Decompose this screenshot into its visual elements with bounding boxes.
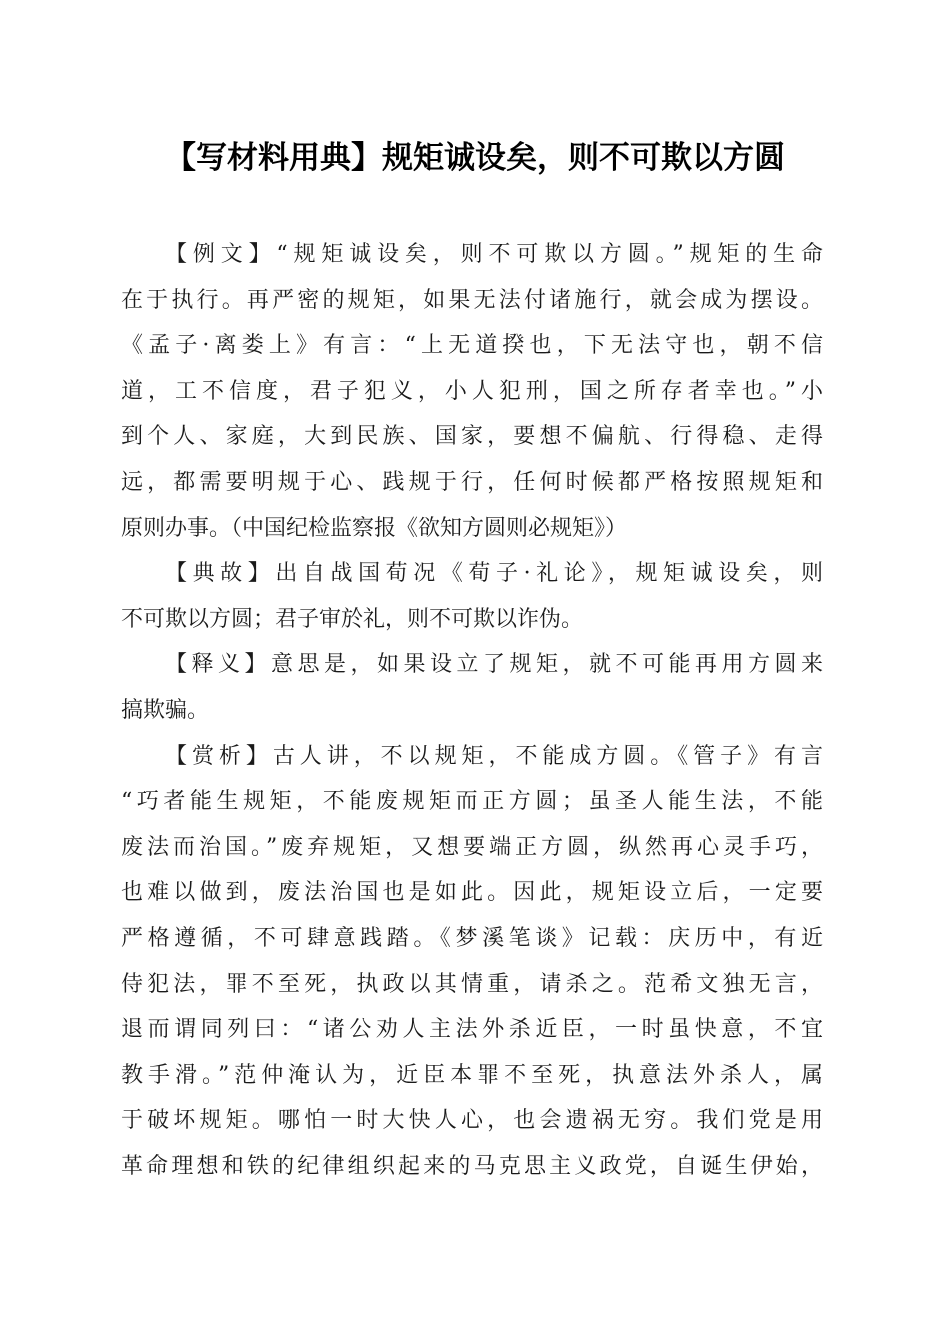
paragraph-analysis-line: 侍犯法，罪不至死，执政以其情重，请杀之。范希文独无言， <box>121 971 823 997</box>
paragraph-analysis-line: 革命理想和铁的纪律组织起来的马克思主义政党，自诞生伊始， <box>121 1153 823 1179</box>
paragraph-analysis-line: “巧者能生规矩，不能废规矩而正方圆；虽圣人能生法，不能 <box>121 789 823 815</box>
paragraph-analysis-line: 废法而治国。”废弃规矩，又想要端正方圆，纵然再心灵手巧， <box>121 834 823 860</box>
document-title: 【写材料用典】规矩诚设矣，则不可欺以方圆 <box>165 140 785 176</box>
paragraph-analysis-line: 严格遵循，不可肆意践踏。《梦溪笔谈》记载：庆历中，有近 <box>121 925 823 951</box>
paragraph-example-line: 道，工不信度，君子犯义，小人犯刑，国之所存者幸也。”小 <box>121 378 823 404</box>
paragraph-example-line: 《孟子·离娄上》有言：“上无道揆也，下无法守也，朝不信 <box>121 333 823 359</box>
paragraph-meaning-line: 【释义】意思是，如果设立了规矩，就不可能再用方圆来 <box>165 652 823 678</box>
paragraph-example-line: 在于执行。再严密的规矩，如果无法付诸施行，就会成为摆设。 <box>121 287 823 313</box>
paragraph-analysis-line: 退而谓同列曰：“诸公劝人主法外杀近臣，一时虽快意，不宜 <box>121 1017 823 1043</box>
paragraph-analysis-line: 【赏析】古人讲，不以规矩，不能成方圆。《管子》有言 <box>165 743 823 769</box>
paragraph-allusion-line: 【典故】出自战国荀况《荀子·礼论》，规矩诚设矣，则 <box>165 561 823 587</box>
paragraph-analysis-line: 教手滑。”范仲淹认为，近臣本罪不至死，执意法外杀人，属 <box>121 1062 823 1088</box>
paragraph-analysis-line: 于破坏规矩。哪怕一时大快人心，也会遗祸无穷。我们党是用 <box>121 1108 823 1134</box>
paragraph-example-line: 到个人、家庭，大到民族、国家，要想不偏航、行得稳、走得 <box>121 424 823 450</box>
paragraph-analysis-line: 也难以做到，废法治国也是如此。因此，规矩设立后，一定要 <box>121 880 823 906</box>
paragraph-example-line: 远，都需要明规于心、践规于行，任何时候都严格按照规矩和 <box>121 469 823 495</box>
paragraph-example-line: 【例文】“规矩诚设矣，则不可欺以方圆。”规矩的生命 <box>165 242 823 267</box>
paragraph-allusion-line: 不可欺以方圆；君子审於礼，则不可欺以诈伪。 <box>121 606 584 632</box>
document-body <box>121 232 823 1189</box>
paragraph-example-line: 原则办事。（中国纪检监察报《欲知方圆则必规矩》） <box>121 515 628 541</box>
paragraph-meaning-line: 搞欺骗。 <box>121 697 210 723</box>
